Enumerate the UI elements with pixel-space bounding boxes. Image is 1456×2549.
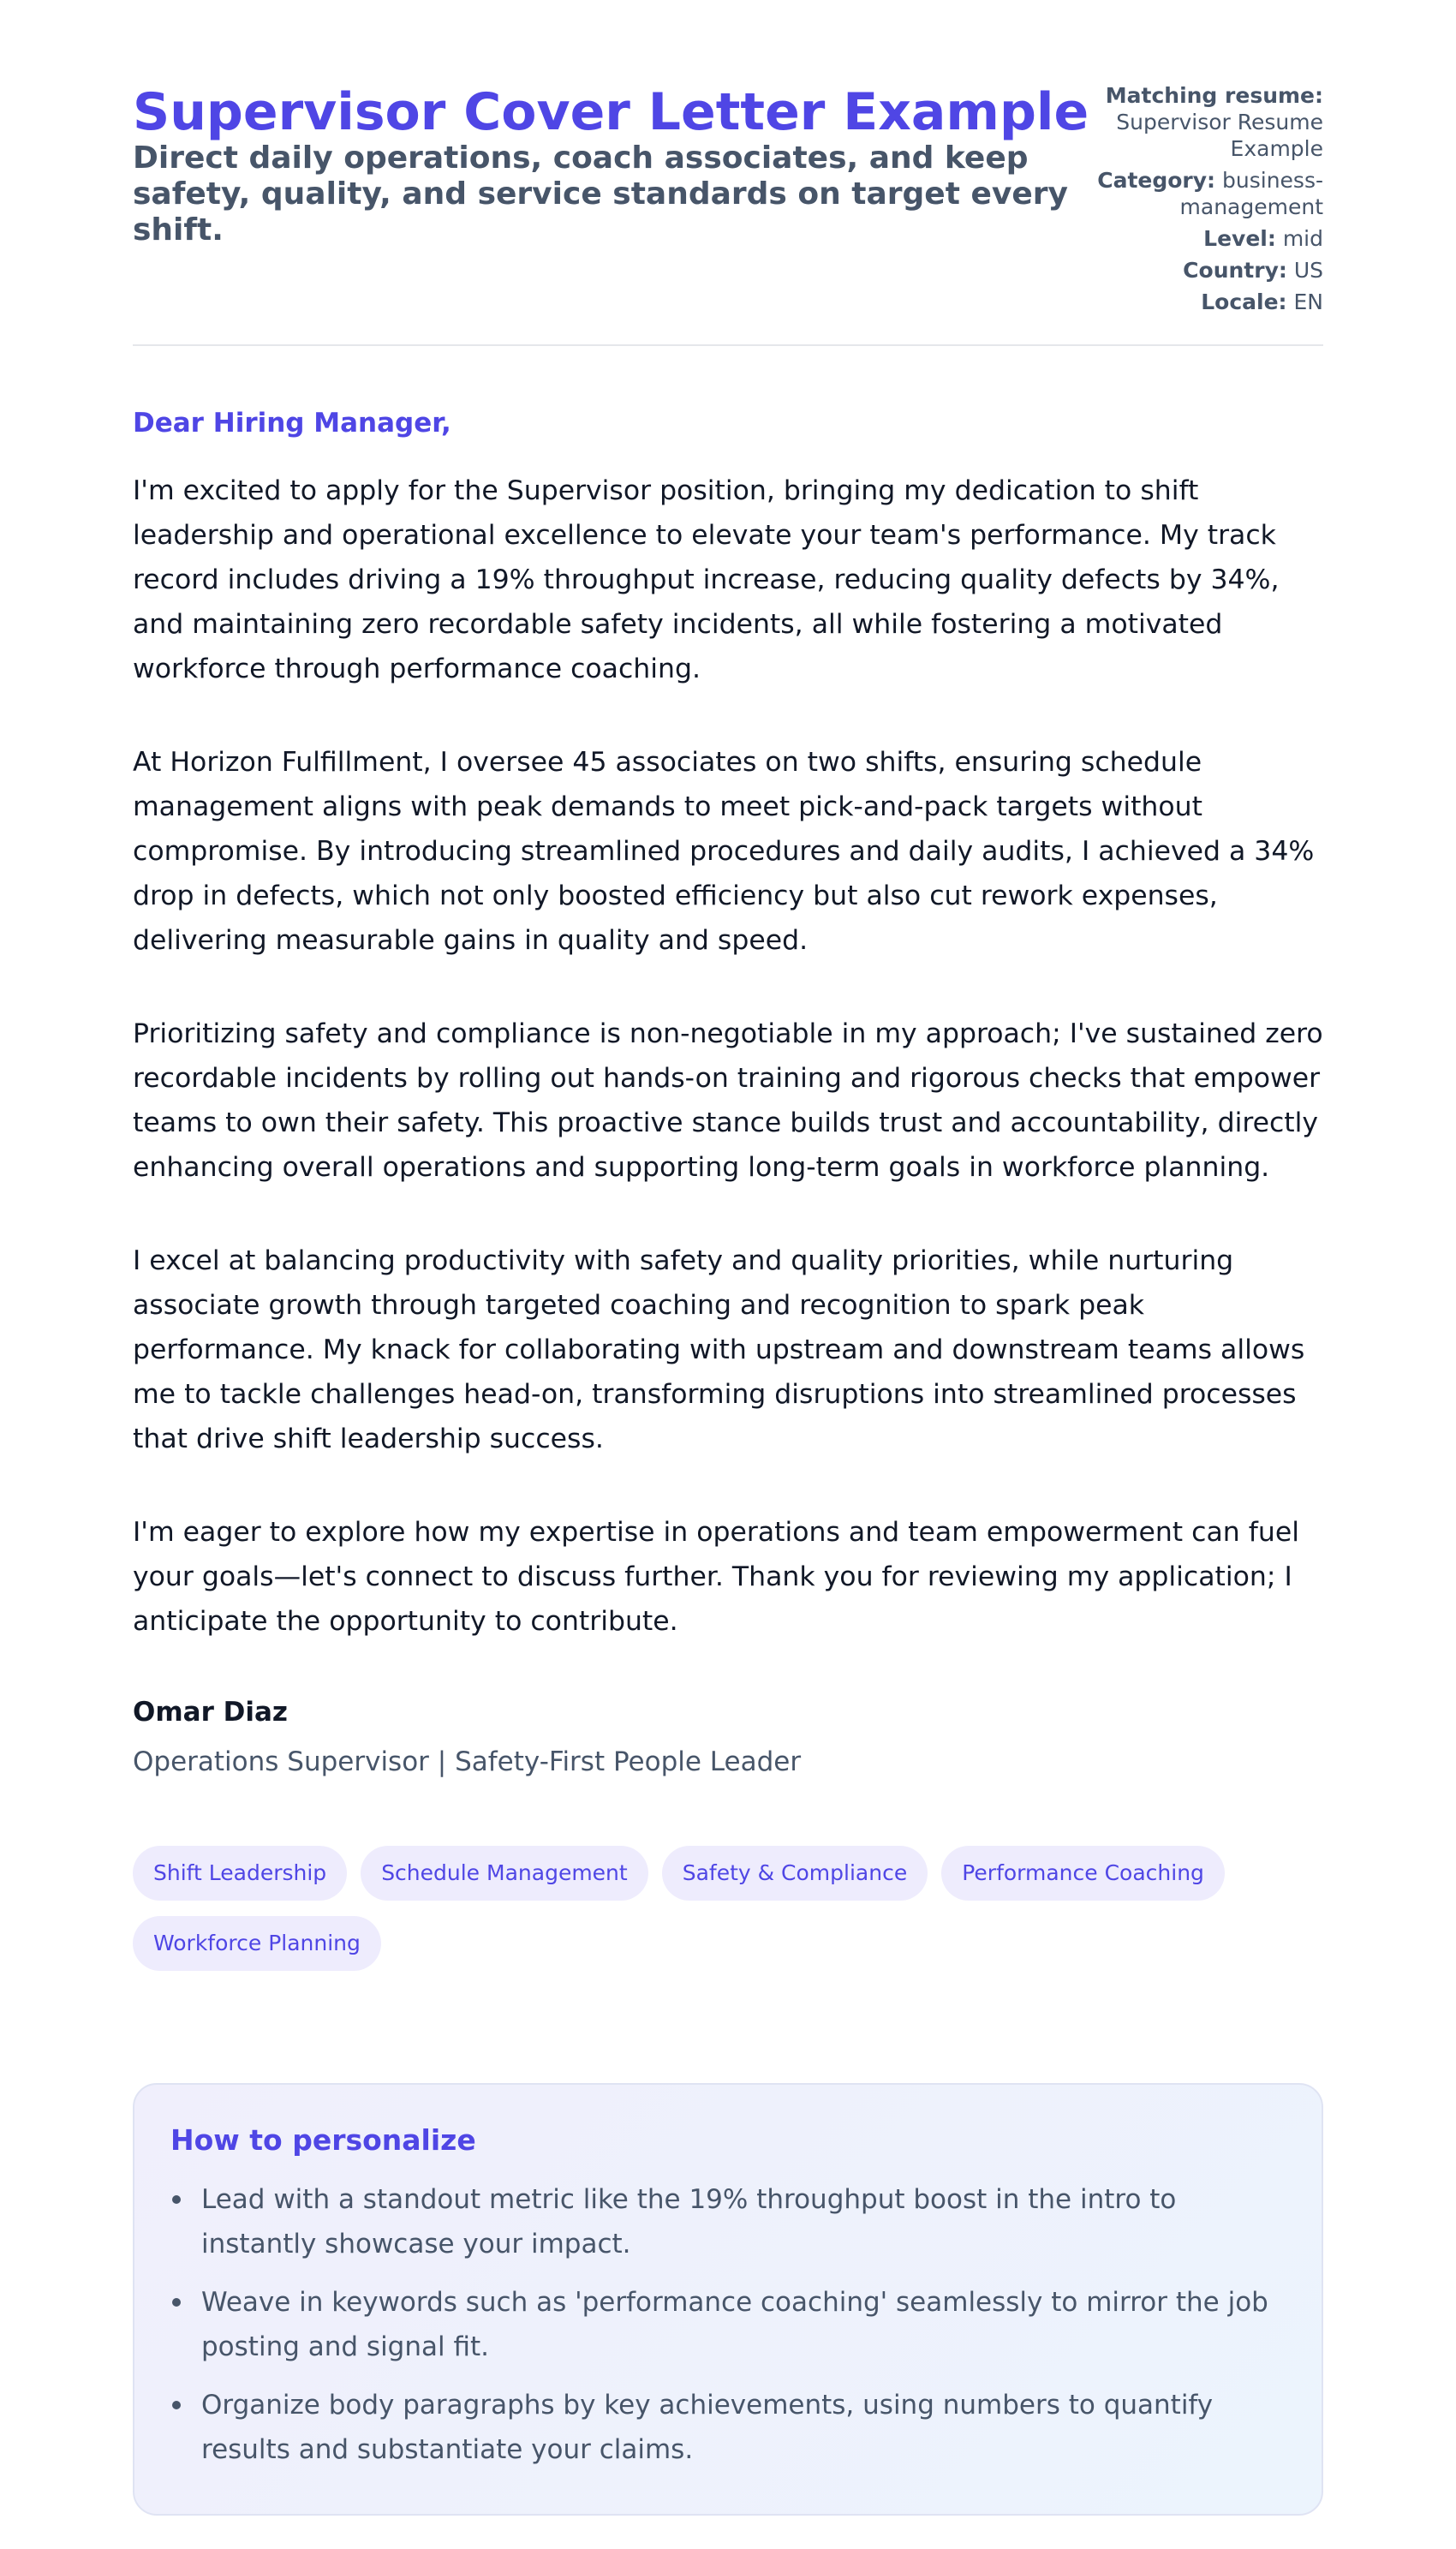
bullet-icon — [172, 2298, 181, 2307]
personalize-card — [133, 2083, 1323, 2516]
bullet-icon — [172, 2401, 181, 2409]
meta-category-value: business-management — [1179, 168, 1323, 219]
meta-panel — [1083, 82, 1323, 320]
page-title: Supervisor Cover Letter Example — [133, 82, 1089, 142]
signature-title: Operations Supervisor | Safety-First People Leader — [133, 1746, 802, 1777]
letter-paragraph: I'm eager to explore how my expertise in operations and team empowerment can fuel your goals—let's connect to discuss further. Thank you for reviewing my application; I anticipate the opportunity to contribute. — [133, 1517, 1299, 1637]
letter-body — [133, 469, 1323, 1644]
personalize-tip — [170, 2383, 1286, 2472]
skill-tag: Shift Leadership — [133, 1846, 347, 1901]
meta-level — [1083, 225, 1323, 252]
meta-locale — [1083, 289, 1323, 315]
personalize-tip-text: Weave in keywords such as 'performance coaching' seamlessly to mirror the job posting and signal fit. — [201, 2287, 1268, 2362]
skill-tag: Performance Coaching — [941, 1846, 1225, 1901]
meta-level-value: mid — [1282, 226, 1323, 251]
signature-name: Omar Diaz — [133, 1697, 288, 1728]
skill-tag: Safety & Compliance — [662, 1846, 928, 1901]
meta-level-label: Level: — [1203, 226, 1276, 251]
personalize-tip — [170, 2280, 1286, 2369]
meta-locale-label: Locale: — [1201, 290, 1287, 314]
bullet-icon — [172, 2195, 181, 2204]
meta-category-label: Category: — [1097, 168, 1216, 193]
meta-category — [1083, 167, 1323, 220]
skill-tag: Workforce Planning — [133, 1916, 381, 1971]
meta-country — [1083, 257, 1323, 284]
letter-paragraph: I excel at balancing productivity with safety and quality priorities, while nurturing associate growth through targeted coaching and recognition to spark peak performance. My knack for collaborating with upstream and downstream teams allows me to tackle challenges head-on, transforming disruptions into streamlined processes that drive shift leadership success. — [133, 1245, 1305, 1454]
letter-greeting: Dear Hiring Manager, — [133, 408, 451, 439]
meta-locale-value: EN — [1293, 290, 1323, 314]
meta-matching-resume-label: Matching resume: — [1105, 83, 1323, 108]
personalize-tip-text: Lead with a standout metric like the 19% throughput boost in the intro to instantly showcase your impact. — [201, 2184, 1177, 2259]
meta-country-value: US — [1293, 258, 1323, 283]
letter-paragraph: At Horizon Fulfillment, I oversee 45 associates on two shifts, ensuring schedule management aligns with peak demands to meet pick-and-pack targets without compromise. By introducing streamlined procedures and daily audits, I achieved a 34% drop in defects, which not only boosted efficiency but also cut rework expenses, delivering measurable gains in quality and speed. — [133, 747, 1315, 956]
personalize-tip-text: Organize body paragraphs by key achievements, using numbers to quantify results and substantiate your claims. — [201, 2390, 1214, 2465]
letter-header — [133, 0, 1323, 346]
letter-paragraph: Prioritizing safety and compliance is non-negotiable in my approach; I've sustained zero recordable incidents by rolling out hands-on training and rigorous checks that empower teams to own their safety. This proactive stance builds trust and accountability, directly enhancing overall operations and supporting long-term goals in workforce planning. — [133, 1018, 1323, 1183]
meta-matching-resume — [1083, 82, 1323, 162]
meta-matching-resume-value: Supervisor Resume Example — [1116, 110, 1323, 161]
page-subtitle: Direct daily operations, coach associates, and keep safety, quality, and service standards on target every shift. — [133, 140, 1068, 248]
skill-tag: Schedule Management — [361, 1846, 648, 1901]
letter-paragraph: I'm excited to apply for the Supervisor position, bringing my dedication to shift leadership and operational excellence to elevate your team's performance. My track record includes driving a 19% throughput increase, reducing quality defects by 34%, and maintaining zero recordable safety incidents, all while fostering a motivated workforce through performance coaching. — [133, 475, 1280, 684]
personalize-tips — [170, 2177, 1286, 2472]
personalize-title: How to personalize — [170, 2123, 476, 2157]
skill-tags — [133, 1846, 1323, 1971]
meta-country-label: Country: — [1183, 258, 1287, 283]
personalize-tip — [170, 2177, 1286, 2266]
